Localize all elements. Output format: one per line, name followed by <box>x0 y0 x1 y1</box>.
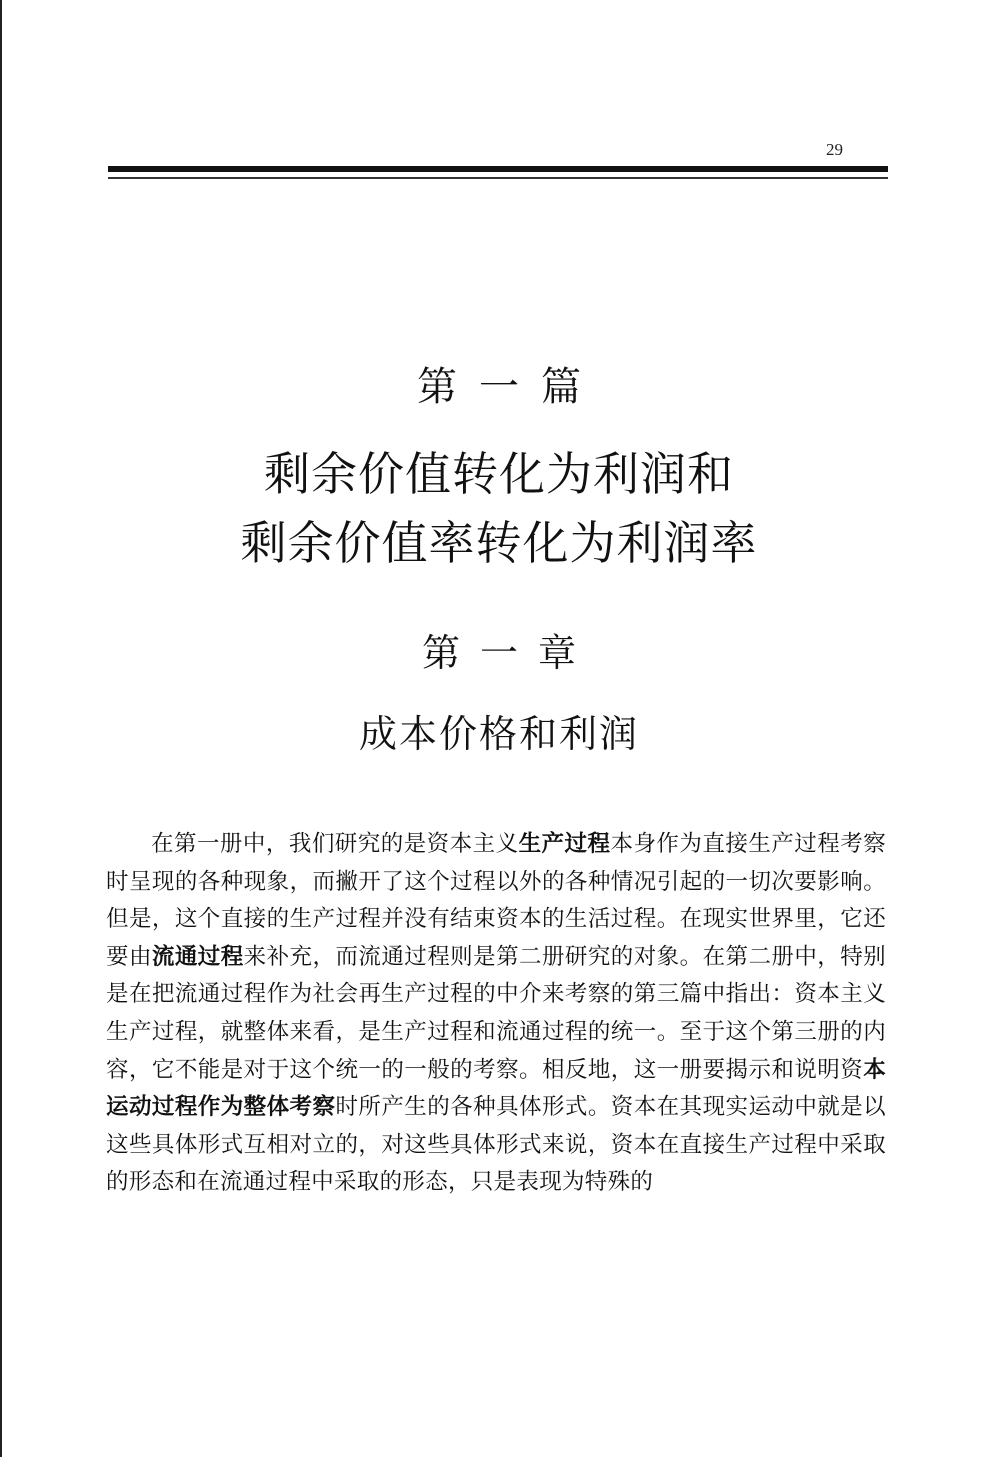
body-text-run: 来补充，而流通过程则是第二册研究的对象。在第二册中，特别是在把流通过程作为社会再生产过程的中介来考察的第三篇中指出：资本主义生产过程，就整体来看，是生产过程和流通过程的统一。至于这个第三册的内容，它不能是对于这个统一的一般的考察。相反地，这一册要揭示和说明资 <box>106 943 886 1083</box>
chapter-title: 成本价格和利润 <box>358 712 639 756</box>
chapter-heading: 第一章 <box>421 631 596 675</box>
emphasis-production-process: 生产过程 <box>518 831 611 857</box>
part-title-line1: 剩余价值转化为利润和 <box>264 447 734 501</box>
header-rule-thin <box>108 177 888 179</box>
part-title-line2: 剩余价值率转化为利润率 <box>240 516 758 570</box>
page-number: 29 <box>826 140 843 159</box>
body-text-run: 在第一册中，我们研究的是资本主义 <box>151 831 519 857</box>
part-heading: 第一篇 <box>417 364 603 410</box>
emphasis-capital-movement: 本运动过程作为整体考察 <box>106 1056 886 1121</box>
body-text-run: 时所产生的各种具体形式。资本在其现实运动中就是以这些具体形式互相对立的，对这些具体形式来说，资本在直接生产过程中采取的形态和在流通过程中采取的形态，只是表现为特殊的 <box>106 1094 886 1196</box>
body-text-run: 本身作为直接生产过程考察时呈现的各种现象，而撇开了这个过程以外的各种情况引起的一切次要影响。但是，这个直接的生产过程并没有结束资本的生活过程。在现实世界里，它还要由 <box>106 831 886 970</box>
header-rule-thick <box>108 166 888 172</box>
emphasis-circulation-process: 流通过程 <box>151 943 244 970</box>
body-paragraph <box>106 826 886 1202</box>
